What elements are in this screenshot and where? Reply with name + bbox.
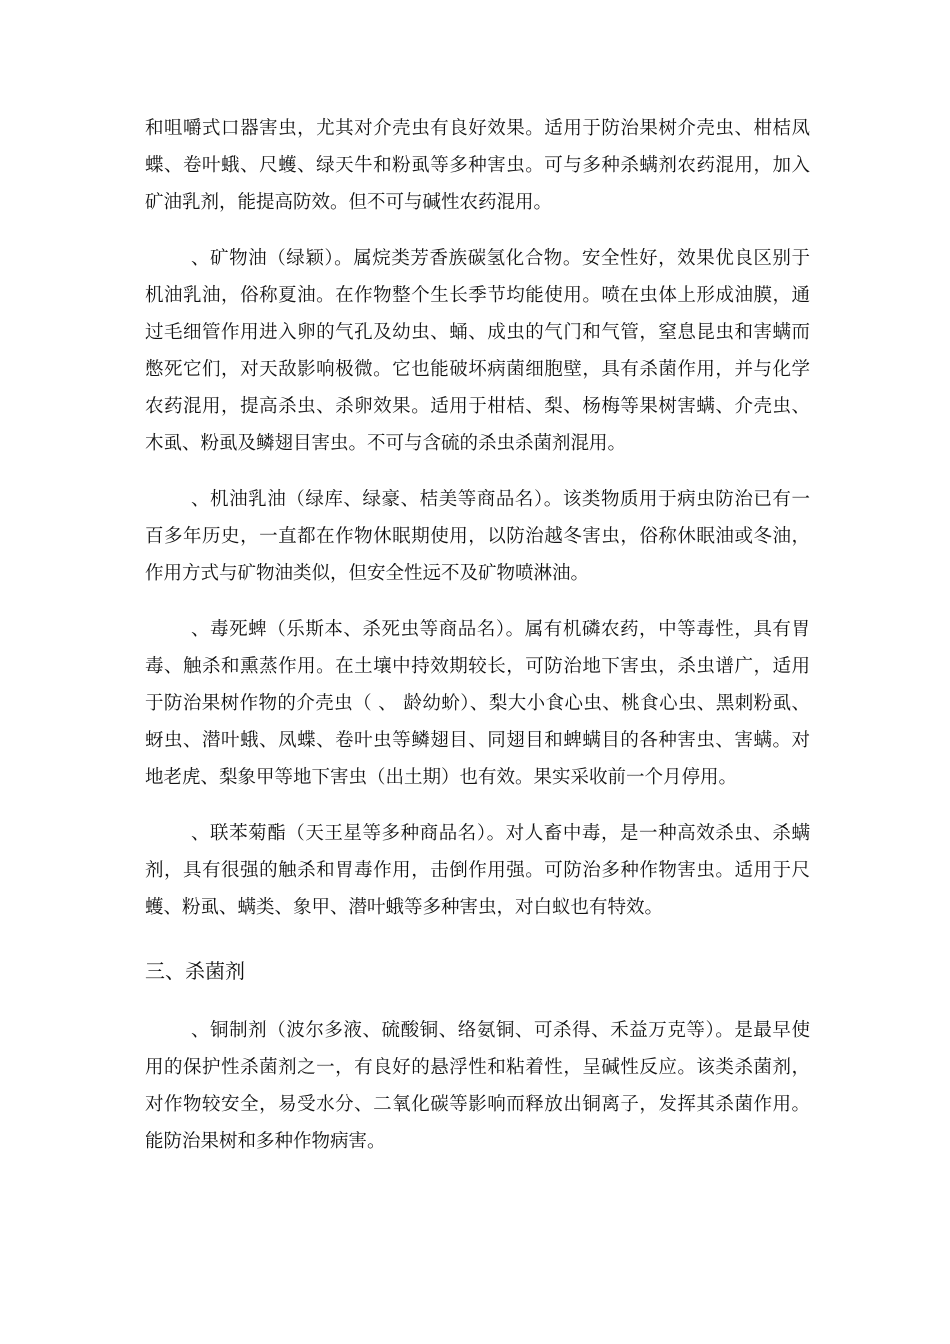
section-heading-fungicides: 三、杀菌剂	[145, 959, 245, 983]
document-page	[145, 110, 810, 1179]
paragraph-chlorpyrifos: 、毒死蜱（乐斯本、杀死虫等商品名）。属有机磷农药，中等毒性，具有胃毒、触杀和熏蒸作用。在土壤中持效期较长，可防治地下害虫，杀虫谱广，适用于防治果树作物的介壳虫（ 、 龄幼蚧）、梨大小食心虫、桃食心虫、黑刺粉虱、蚜虫、潜叶蛾、凤蝶、卷叶虫等鳞翅目、同翅目和蜱螨目的各种害虫、害螨。对地老虎、梨象甲等地下害虫（出土期）也有效。果实采收前一个月停用。	[145, 619, 810, 788]
paragraph-insecticide-continued: 和咀嚼式口器害虫，尤其对介壳虫有良好效果。适用于防治果树介壳虫、柑桔凤蝶、卷叶蛾、尺蠖、绿天牛和粉虱等多种害虫。可与多种杀螨剂农药混用，加入矿油乳剂，能提高防效。但不可与碱性农药混用。	[145, 118, 810, 213]
paragraph-bifenthrin: 、联苯菊酯（天王星等多种商品名）。对人畜中毒，是一种高效杀虫、杀螨剂，具有很强的触杀和胃毒作用，击倒作用强。可防治多种作物害虫。适用于尺蠖、粉虱、螨类、象甲、潜叶蛾等多种害虫，对白蚁也有特效。	[145, 823, 810, 918]
paragraph-machine-oil-emulsion: 、机油乳油（绿库、绿豪、桔美等商品名）。该类物质用于病虫防治已有一百多年历史，一直都在作物休眠期使用，以防治越冬害虫，俗称休眠油或冬油，作用方式与矿物油类似，但安全性远不及矿物喷淋油。	[145, 489, 810, 584]
paragraph-copper-fungicides: 、铜制剂（波尔多液、硫酸铜、络氨铜、可杀得、禾益万克等）。是最早使用的保护性杀菌剂之一，有良好的悬浮性和粘着性，呈碱性反应。该类杀菌剂，对作物较安全，易受水分、二氧化碳等影响而释放出铜离子，发挥其杀菌作用。能防治果树和多种作物病害。	[145, 1020, 810, 1152]
paragraph-mineral-oil: 、矿物油（绿颖）。属烷类芳香族碳氢化合物。安全性好，效果优良区别于机油乳油，俗称夏油。在作物整个生长季节均能使用。喷在虫体上形成油膜，通过毛细管作用进入卵的气孔及幼虫、蛹、成虫的气门和气管，窒息昆虫和害螨而憋死它们，对天敌影响极微。它也能破坏病菌细胞壁，具有杀菌作用，并与化学农药混用，提高杀虫、杀卵效果。适用于柑桔、梨、杨梅等果树害螨、介壳虫、木虱、粉虱及鳞翅目害虫。不可与含硫的杀虫杀菌剂混用。	[145, 248, 810, 454]
